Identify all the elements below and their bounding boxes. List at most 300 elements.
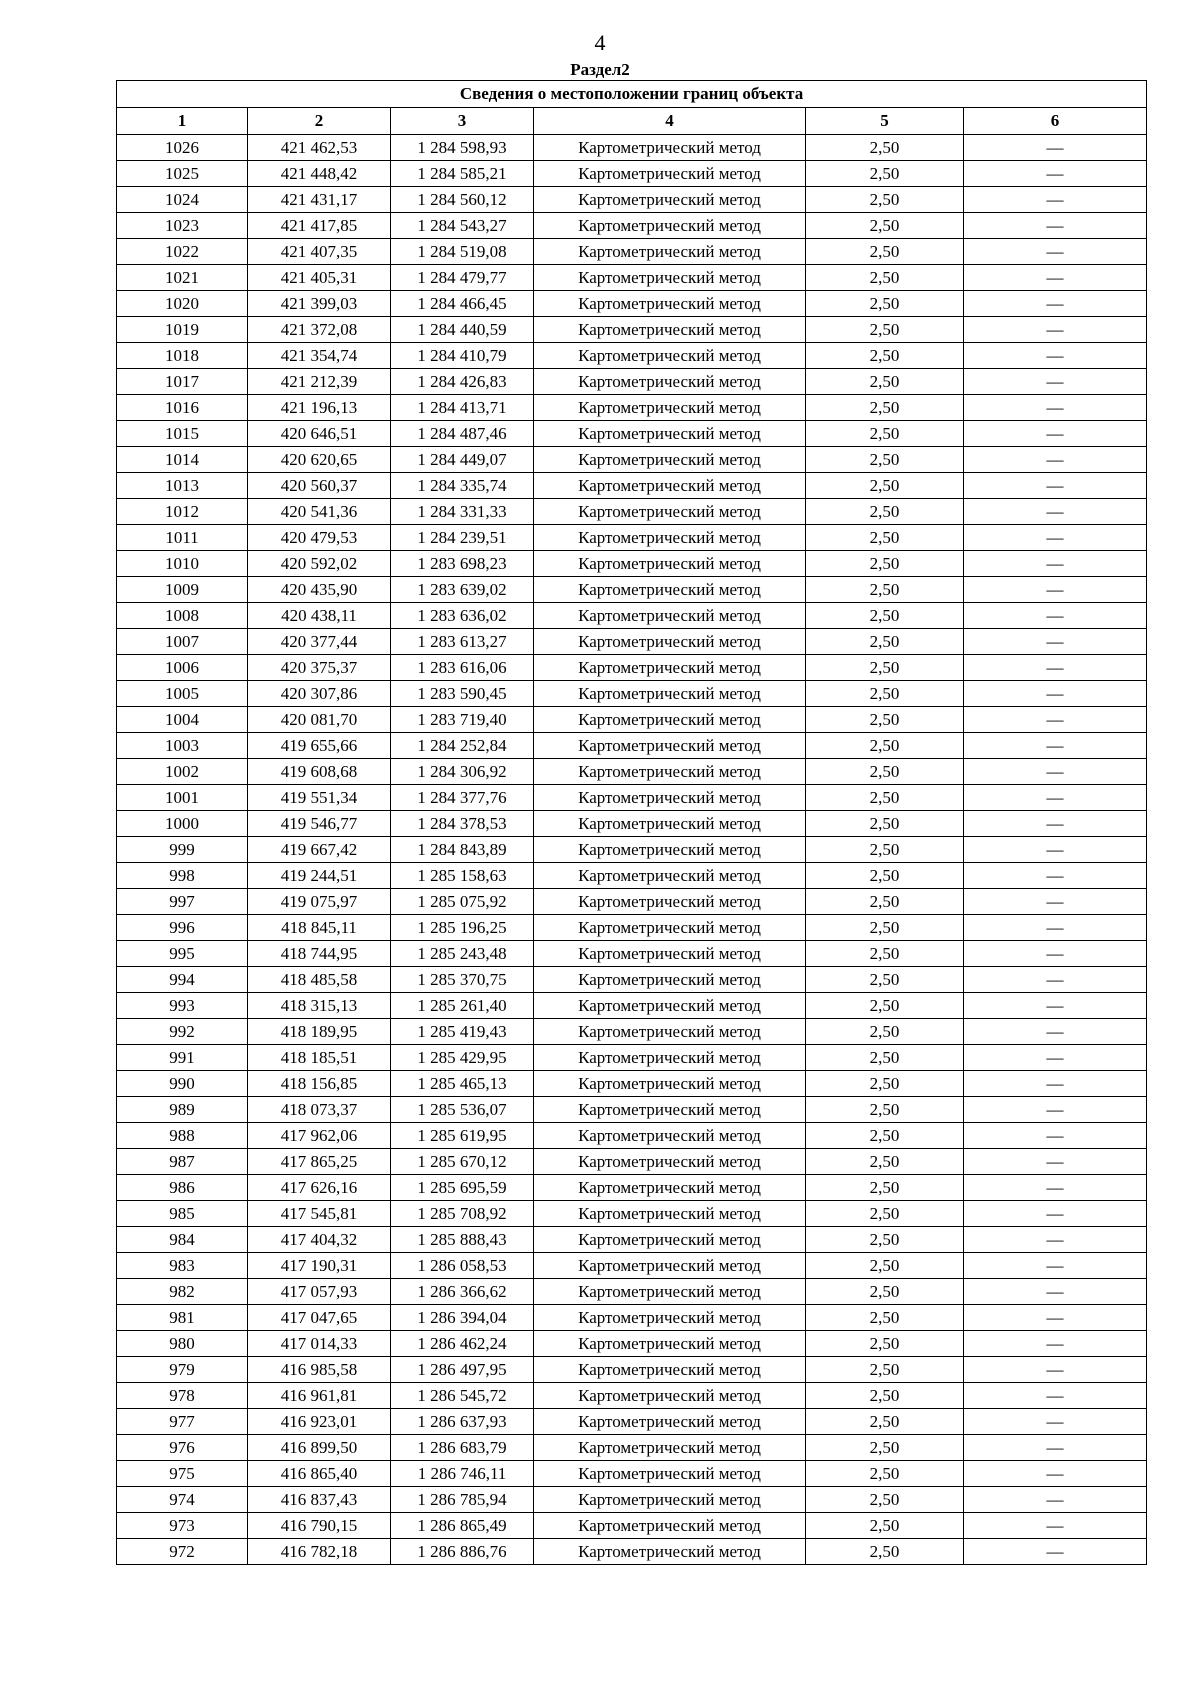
- y-coordinate-cell: 1 285 419,43: [391, 1019, 534, 1045]
- method-cell: Картометрический метод: [534, 447, 806, 473]
- x-coordinate-cell: 418 744,95: [248, 941, 391, 967]
- table-row: [117, 629, 1147, 655]
- accuracy-cell: 2,50: [806, 655, 964, 681]
- method-cell: Картометрический метод: [534, 1123, 806, 1149]
- description-cell: —: [964, 1435, 1147, 1461]
- x-coordinate-cell: 418 485,58: [248, 967, 391, 993]
- y-coordinate-cell: 1 284 440,59: [391, 317, 534, 343]
- y-coordinate-cell: 1 283 636,02: [391, 603, 534, 629]
- description-cell: —: [964, 317, 1147, 343]
- description-cell: —: [964, 551, 1147, 577]
- accuracy-cell: 2,50: [806, 733, 964, 759]
- y-coordinate-cell: 1 283 613,27: [391, 629, 534, 655]
- x-coordinate-cell: 421 405,31: [248, 265, 391, 291]
- column-header: 2: [248, 108, 391, 135]
- method-cell: Картометрический метод: [534, 655, 806, 681]
- x-coordinate-cell: 421 399,03: [248, 291, 391, 317]
- point-number-cell: 992: [117, 1019, 248, 1045]
- table-row: [117, 915, 1147, 941]
- description-cell: —: [964, 785, 1147, 811]
- description-cell: —: [964, 1227, 1147, 1253]
- point-number-cell: 1000: [117, 811, 248, 837]
- table-row: [117, 473, 1147, 499]
- x-coordinate-cell: 420 081,70: [248, 707, 391, 733]
- accuracy-cell: 2,50: [806, 1123, 964, 1149]
- accuracy-cell: 2,50: [806, 551, 964, 577]
- x-coordinate-cell: 420 438,11: [248, 603, 391, 629]
- table-row: [117, 317, 1147, 343]
- accuracy-cell: 2,50: [806, 1331, 964, 1357]
- method-cell: Картометрический метод: [534, 629, 806, 655]
- description-cell: —: [964, 421, 1147, 447]
- point-number-cell: 986: [117, 1175, 248, 1201]
- accuracy-cell: 2,50: [806, 811, 964, 837]
- accuracy-cell: 2,50: [806, 343, 964, 369]
- point-number-cell: 1007: [117, 629, 248, 655]
- accuracy-cell: 2,50: [806, 681, 964, 707]
- description-cell: —: [964, 655, 1147, 681]
- accuracy-cell: 2,50: [806, 213, 964, 239]
- y-coordinate-cell: 1 284 335,74: [391, 473, 534, 499]
- accuracy-cell: 2,50: [806, 1045, 964, 1071]
- table-row: [117, 369, 1147, 395]
- description-cell: —: [964, 863, 1147, 889]
- table-body: [117, 135, 1147, 1565]
- y-coordinate-cell: 1 285 243,48: [391, 941, 534, 967]
- description-cell: —: [964, 759, 1147, 785]
- table-row: [117, 265, 1147, 291]
- description-cell: —: [964, 1305, 1147, 1331]
- description-cell: —: [964, 525, 1147, 551]
- method-cell: Картометрический метод: [534, 1513, 806, 1539]
- point-number-cell: 983: [117, 1253, 248, 1279]
- y-coordinate-cell: 1 284 466,45: [391, 291, 534, 317]
- table-row: [117, 1305, 1147, 1331]
- table-row: [117, 1435, 1147, 1461]
- y-coordinate-cell: 1 284 519,08: [391, 239, 534, 265]
- y-coordinate-cell: 1 286 462,24: [391, 1331, 534, 1357]
- table-row: [117, 239, 1147, 265]
- point-number-cell: 973: [117, 1513, 248, 1539]
- accuracy-cell: 2,50: [806, 369, 964, 395]
- table-row: [117, 1253, 1147, 1279]
- point-number-cell: 981: [117, 1305, 248, 1331]
- y-coordinate-cell: 1 284 426,83: [391, 369, 534, 395]
- point-number-cell: 1019: [117, 317, 248, 343]
- method-cell: Картометрический метод: [534, 1461, 806, 1487]
- method-cell: Картометрический метод: [534, 863, 806, 889]
- description-cell: —: [964, 707, 1147, 733]
- table-row: [117, 733, 1147, 759]
- y-coordinate-cell: 1 286 058,53: [391, 1253, 534, 1279]
- method-cell: Картометрический метод: [534, 343, 806, 369]
- x-coordinate-cell: 417 545,81: [248, 1201, 391, 1227]
- accuracy-cell: 2,50: [806, 265, 964, 291]
- point-number-cell: 1009: [117, 577, 248, 603]
- y-coordinate-cell: 1 286 637,93: [391, 1409, 534, 1435]
- description-cell: —: [964, 1279, 1147, 1305]
- y-coordinate-cell: 1 286 746,11: [391, 1461, 534, 1487]
- accuracy-cell: 2,50: [806, 577, 964, 603]
- y-coordinate-cell: 1 286 683,79: [391, 1435, 534, 1461]
- y-coordinate-cell: 1 285 196,25: [391, 915, 534, 941]
- point-number-cell: 1008: [117, 603, 248, 629]
- table-row: [117, 1461, 1147, 1487]
- point-number-cell: 1015: [117, 421, 248, 447]
- x-coordinate-cell: 419 244,51: [248, 863, 391, 889]
- x-coordinate-cell: 421 407,35: [248, 239, 391, 265]
- method-cell: Картометрический метод: [534, 525, 806, 551]
- description-cell: —: [964, 1331, 1147, 1357]
- y-coordinate-cell: 1 285 670,12: [391, 1149, 534, 1175]
- x-coordinate-cell: 417 404,32: [248, 1227, 391, 1253]
- description-cell: —: [964, 369, 1147, 395]
- description-cell: —: [964, 1253, 1147, 1279]
- y-coordinate-cell: 1 283 590,45: [391, 681, 534, 707]
- method-cell: Картометрический метод: [534, 161, 806, 187]
- point-number-cell: 993: [117, 993, 248, 1019]
- method-cell: Картометрический метод: [534, 395, 806, 421]
- method-cell: Картометрический метод: [534, 1539, 806, 1565]
- point-number-cell: 1011: [117, 525, 248, 551]
- x-coordinate-cell: 420 560,37: [248, 473, 391, 499]
- method-cell: Картометрический метод: [534, 1071, 806, 1097]
- table-row: [117, 993, 1147, 1019]
- y-coordinate-cell: 1 284 543,27: [391, 213, 534, 239]
- table-row: [117, 1097, 1147, 1123]
- description-cell: —: [964, 629, 1147, 655]
- table-row: [117, 1175, 1147, 1201]
- table-row: [117, 785, 1147, 811]
- section-title: Раздел2: [570, 60, 630, 79]
- column-header: 4: [534, 108, 806, 135]
- description-cell: —: [964, 1461, 1147, 1487]
- accuracy-cell: 2,50: [806, 1279, 964, 1305]
- y-coordinate-cell: 1 285 370,75: [391, 967, 534, 993]
- table-row: [117, 1071, 1147, 1097]
- method-cell: Картометрический метод: [534, 1279, 806, 1305]
- table-row: [117, 525, 1147, 551]
- point-number-cell: 1021: [117, 265, 248, 291]
- method-cell: Картометрический метод: [534, 369, 806, 395]
- method-cell: Картометрический метод: [534, 213, 806, 239]
- description-cell: —: [964, 161, 1147, 187]
- method-cell: Картометрический метод: [534, 1331, 806, 1357]
- x-coordinate-cell: 416 782,18: [248, 1539, 391, 1565]
- x-coordinate-cell: 418 156,85: [248, 1071, 391, 1097]
- description-cell: —: [964, 1357, 1147, 1383]
- y-coordinate-cell: 1 283 698,23: [391, 551, 534, 577]
- point-number-cell: 1018: [117, 343, 248, 369]
- point-number-cell: 978: [117, 1383, 248, 1409]
- table-row: [117, 1279, 1147, 1305]
- point-number-cell: 979: [117, 1357, 248, 1383]
- method-cell: Картометрический метод: [534, 265, 806, 291]
- table-row: [117, 1409, 1147, 1435]
- description-cell: —: [964, 187, 1147, 213]
- table-row: [117, 863, 1147, 889]
- description-cell: —: [964, 811, 1147, 837]
- method-cell: Картометрический метод: [534, 733, 806, 759]
- y-coordinate-cell: 1 283 616,06: [391, 655, 534, 681]
- y-coordinate-cell: 1 285 708,92: [391, 1201, 534, 1227]
- x-coordinate-cell: 416 923,01: [248, 1409, 391, 1435]
- method-cell: Картометрический метод: [534, 785, 806, 811]
- table-row: [117, 941, 1147, 967]
- x-coordinate-cell: 416 837,43: [248, 1487, 391, 1513]
- y-coordinate-cell: 1 285 619,95: [391, 1123, 534, 1149]
- table-row: [117, 1123, 1147, 1149]
- description-cell: —: [964, 915, 1147, 941]
- column-header: 1: [117, 108, 248, 135]
- description-cell: —: [964, 941, 1147, 967]
- accuracy-cell: 2,50: [806, 1305, 964, 1331]
- method-cell: Картометрический метод: [534, 421, 806, 447]
- y-coordinate-cell: 1 286 394,04: [391, 1305, 534, 1331]
- accuracy-cell: 2,50: [806, 1487, 964, 1513]
- description-cell: —: [964, 1409, 1147, 1435]
- point-number-cell: 988: [117, 1123, 248, 1149]
- method-cell: Картометрический метод: [534, 1097, 806, 1123]
- boundary-coordinates-table: [116, 80, 1147, 1565]
- x-coordinate-cell: 417 962,06: [248, 1123, 391, 1149]
- x-coordinate-cell: 416 961,81: [248, 1383, 391, 1409]
- method-cell: Картометрический метод: [534, 1175, 806, 1201]
- description-cell: —: [964, 1123, 1147, 1149]
- accuracy-cell: 2,50: [806, 1149, 964, 1175]
- accuracy-cell: 2,50: [806, 291, 964, 317]
- x-coordinate-cell: 419 546,77: [248, 811, 391, 837]
- description-cell: —: [964, 1539, 1147, 1565]
- point-number-cell: 1001: [117, 785, 248, 811]
- description-cell: —: [964, 889, 1147, 915]
- description-cell: —: [964, 1097, 1147, 1123]
- accuracy-cell: 2,50: [806, 915, 964, 941]
- point-number-cell: 990: [117, 1071, 248, 1097]
- accuracy-cell: 2,50: [806, 1513, 964, 1539]
- x-coordinate-cell: 416 899,50: [248, 1435, 391, 1461]
- method-cell: Картометрический метод: [534, 551, 806, 577]
- point-number-cell: 995: [117, 941, 248, 967]
- table-row: [117, 759, 1147, 785]
- description-cell: —: [964, 577, 1147, 603]
- table-row: [117, 603, 1147, 629]
- table-row: [117, 1383, 1147, 1409]
- point-number-cell: 1002: [117, 759, 248, 785]
- x-coordinate-cell: 421 431,17: [248, 187, 391, 213]
- x-coordinate-cell: 419 551,34: [248, 785, 391, 811]
- accuracy-cell: 2,50: [806, 629, 964, 655]
- accuracy-cell: 2,50: [806, 1019, 964, 1045]
- point-number-cell: 989: [117, 1097, 248, 1123]
- point-number-cell: 1016: [117, 395, 248, 421]
- y-coordinate-cell: 1 285 695,59: [391, 1175, 534, 1201]
- table-row: [117, 1331, 1147, 1357]
- x-coordinate-cell: 417 626,16: [248, 1175, 391, 1201]
- x-coordinate-cell: 421 448,42: [248, 161, 391, 187]
- table-row: [117, 1045, 1147, 1071]
- table-row: [117, 889, 1147, 915]
- table-row: [117, 291, 1147, 317]
- accuracy-cell: 2,50: [806, 135, 964, 161]
- accuracy-cell: 2,50: [806, 863, 964, 889]
- accuracy-cell: 2,50: [806, 525, 964, 551]
- method-cell: Картометрический метод: [534, 889, 806, 915]
- x-coordinate-cell: 419 075,97: [248, 889, 391, 915]
- x-coordinate-cell: 420 479,53: [248, 525, 391, 551]
- table-row: [117, 1513, 1147, 1539]
- table-row: [117, 967, 1147, 993]
- point-number-cell: 974: [117, 1487, 248, 1513]
- x-coordinate-cell: 416 790,15: [248, 1513, 391, 1539]
- table-row: [117, 395, 1147, 421]
- point-number-cell: 972: [117, 1539, 248, 1565]
- method-cell: Картометрический метод: [534, 1019, 806, 1045]
- y-coordinate-cell: 1 284 585,21: [391, 161, 534, 187]
- point-number-cell: 998: [117, 863, 248, 889]
- x-coordinate-cell: 417 057,93: [248, 1279, 391, 1305]
- accuracy-cell: 2,50: [806, 161, 964, 187]
- accuracy-cell: 2,50: [806, 1539, 964, 1565]
- accuracy-cell: 2,50: [806, 1071, 964, 1097]
- accuracy-cell: 2,50: [806, 473, 964, 499]
- point-number-cell: 1022: [117, 239, 248, 265]
- method-cell: Картометрический метод: [534, 499, 806, 525]
- y-coordinate-cell: 1 285 429,95: [391, 1045, 534, 1071]
- x-coordinate-cell: 417 865,25: [248, 1149, 391, 1175]
- description-cell: —: [964, 265, 1147, 291]
- point-number-cell: 975: [117, 1461, 248, 1487]
- method-cell: Картометрический метод: [534, 837, 806, 863]
- method-cell: Картометрический метод: [534, 941, 806, 967]
- method-cell: Картометрический метод: [534, 239, 806, 265]
- accuracy-cell: 2,50: [806, 1357, 964, 1383]
- method-cell: Картометрический метод: [534, 135, 806, 161]
- method-cell: Картометрический метод: [534, 1201, 806, 1227]
- x-coordinate-cell: 421 196,13: [248, 395, 391, 421]
- description-cell: —: [964, 1149, 1147, 1175]
- table-row: [117, 447, 1147, 473]
- description-cell: —: [964, 993, 1147, 1019]
- method-cell: Картометрический метод: [534, 291, 806, 317]
- method-cell: Картометрический метод: [534, 1357, 806, 1383]
- x-coordinate-cell: 418 315,13: [248, 993, 391, 1019]
- method-cell: Картометрический метод: [534, 317, 806, 343]
- point-number-cell: 1026: [117, 135, 248, 161]
- accuracy-cell: 2,50: [806, 317, 964, 343]
- x-coordinate-cell: 419 667,42: [248, 837, 391, 863]
- method-cell: Картометрический метод: [534, 707, 806, 733]
- point-number-cell: 1023: [117, 213, 248, 239]
- point-number-cell: 1004: [117, 707, 248, 733]
- point-number-cell: 994: [117, 967, 248, 993]
- header-row: [117, 108, 1147, 135]
- x-coordinate-cell: 421 354,74: [248, 343, 391, 369]
- accuracy-cell: 2,50: [806, 707, 964, 733]
- description-cell: —: [964, 1071, 1147, 1097]
- accuracy-cell: 2,50: [806, 421, 964, 447]
- method-cell: Картометрический метод: [534, 681, 806, 707]
- column-header: 5: [806, 108, 964, 135]
- table-row: [117, 135, 1147, 161]
- description-cell: —: [964, 343, 1147, 369]
- accuracy-cell: 2,50: [806, 785, 964, 811]
- method-cell: Картометрический метод: [534, 1253, 806, 1279]
- description-cell: —: [964, 1487, 1147, 1513]
- accuracy-cell: 2,50: [806, 967, 964, 993]
- accuracy-cell: 2,50: [806, 447, 964, 473]
- description-cell: —: [964, 135, 1147, 161]
- description-cell: —: [964, 447, 1147, 473]
- accuracy-cell: 2,50: [806, 1201, 964, 1227]
- table-row: [117, 187, 1147, 213]
- table-row: [117, 551, 1147, 577]
- accuracy-cell: 2,50: [806, 993, 964, 1019]
- y-coordinate-cell: 1 284 479,77: [391, 265, 534, 291]
- table-row: [117, 499, 1147, 525]
- point-number-cell: 1003: [117, 733, 248, 759]
- x-coordinate-cell: 418 073,37: [248, 1097, 391, 1123]
- point-number-cell: 1025: [117, 161, 248, 187]
- y-coordinate-cell: 1 284 306,92: [391, 759, 534, 785]
- x-coordinate-cell: 417 190,31: [248, 1253, 391, 1279]
- accuracy-cell: 2,50: [806, 239, 964, 265]
- y-coordinate-cell: 1 286 886,76: [391, 1539, 534, 1565]
- point-number-cell: 1012: [117, 499, 248, 525]
- x-coordinate-cell: 420 375,37: [248, 655, 391, 681]
- y-coordinate-cell: 1 284 487,46: [391, 421, 534, 447]
- y-coordinate-cell: 1 286 366,62: [391, 1279, 534, 1305]
- description-cell: —: [964, 239, 1147, 265]
- y-coordinate-cell: 1 284 410,79: [391, 343, 534, 369]
- description-cell: —: [964, 1175, 1147, 1201]
- table-row: [117, 1201, 1147, 1227]
- description-cell: —: [964, 1019, 1147, 1045]
- point-number-cell: 1005: [117, 681, 248, 707]
- table-row: [117, 1019, 1147, 1045]
- point-number-cell: 976: [117, 1435, 248, 1461]
- point-number-cell: 982: [117, 1279, 248, 1305]
- table-row: [117, 837, 1147, 863]
- accuracy-cell: 2,50: [806, 499, 964, 525]
- description-cell: —: [964, 1513, 1147, 1539]
- x-coordinate-cell: 420 646,51: [248, 421, 391, 447]
- point-number-cell: 1017: [117, 369, 248, 395]
- accuracy-cell: 2,50: [806, 395, 964, 421]
- x-coordinate-cell: 417 047,65: [248, 1305, 391, 1331]
- table-row: [117, 707, 1147, 733]
- point-number-cell: 984: [117, 1227, 248, 1253]
- y-coordinate-cell: 1 284 252,84: [391, 733, 534, 759]
- accuracy-cell: 2,50: [806, 1253, 964, 1279]
- y-coordinate-cell: 1 283 639,02: [391, 577, 534, 603]
- point-number-cell: 999: [117, 837, 248, 863]
- accuracy-cell: 2,50: [806, 1461, 964, 1487]
- accuracy-cell: 2,50: [806, 1097, 964, 1123]
- table-row: [117, 655, 1147, 681]
- accuracy-cell: 2,50: [806, 1383, 964, 1409]
- description-cell: —: [964, 603, 1147, 629]
- y-coordinate-cell: 1 286 785,94: [391, 1487, 534, 1513]
- point-number-cell: 1014: [117, 447, 248, 473]
- accuracy-cell: 2,50: [806, 837, 964, 863]
- point-number-cell: 987: [117, 1149, 248, 1175]
- description-cell: —: [964, 837, 1147, 863]
- table-row: [117, 213, 1147, 239]
- point-number-cell: 1020: [117, 291, 248, 317]
- y-coordinate-cell: 1 285 261,40: [391, 993, 534, 1019]
- table-row: [117, 1227, 1147, 1253]
